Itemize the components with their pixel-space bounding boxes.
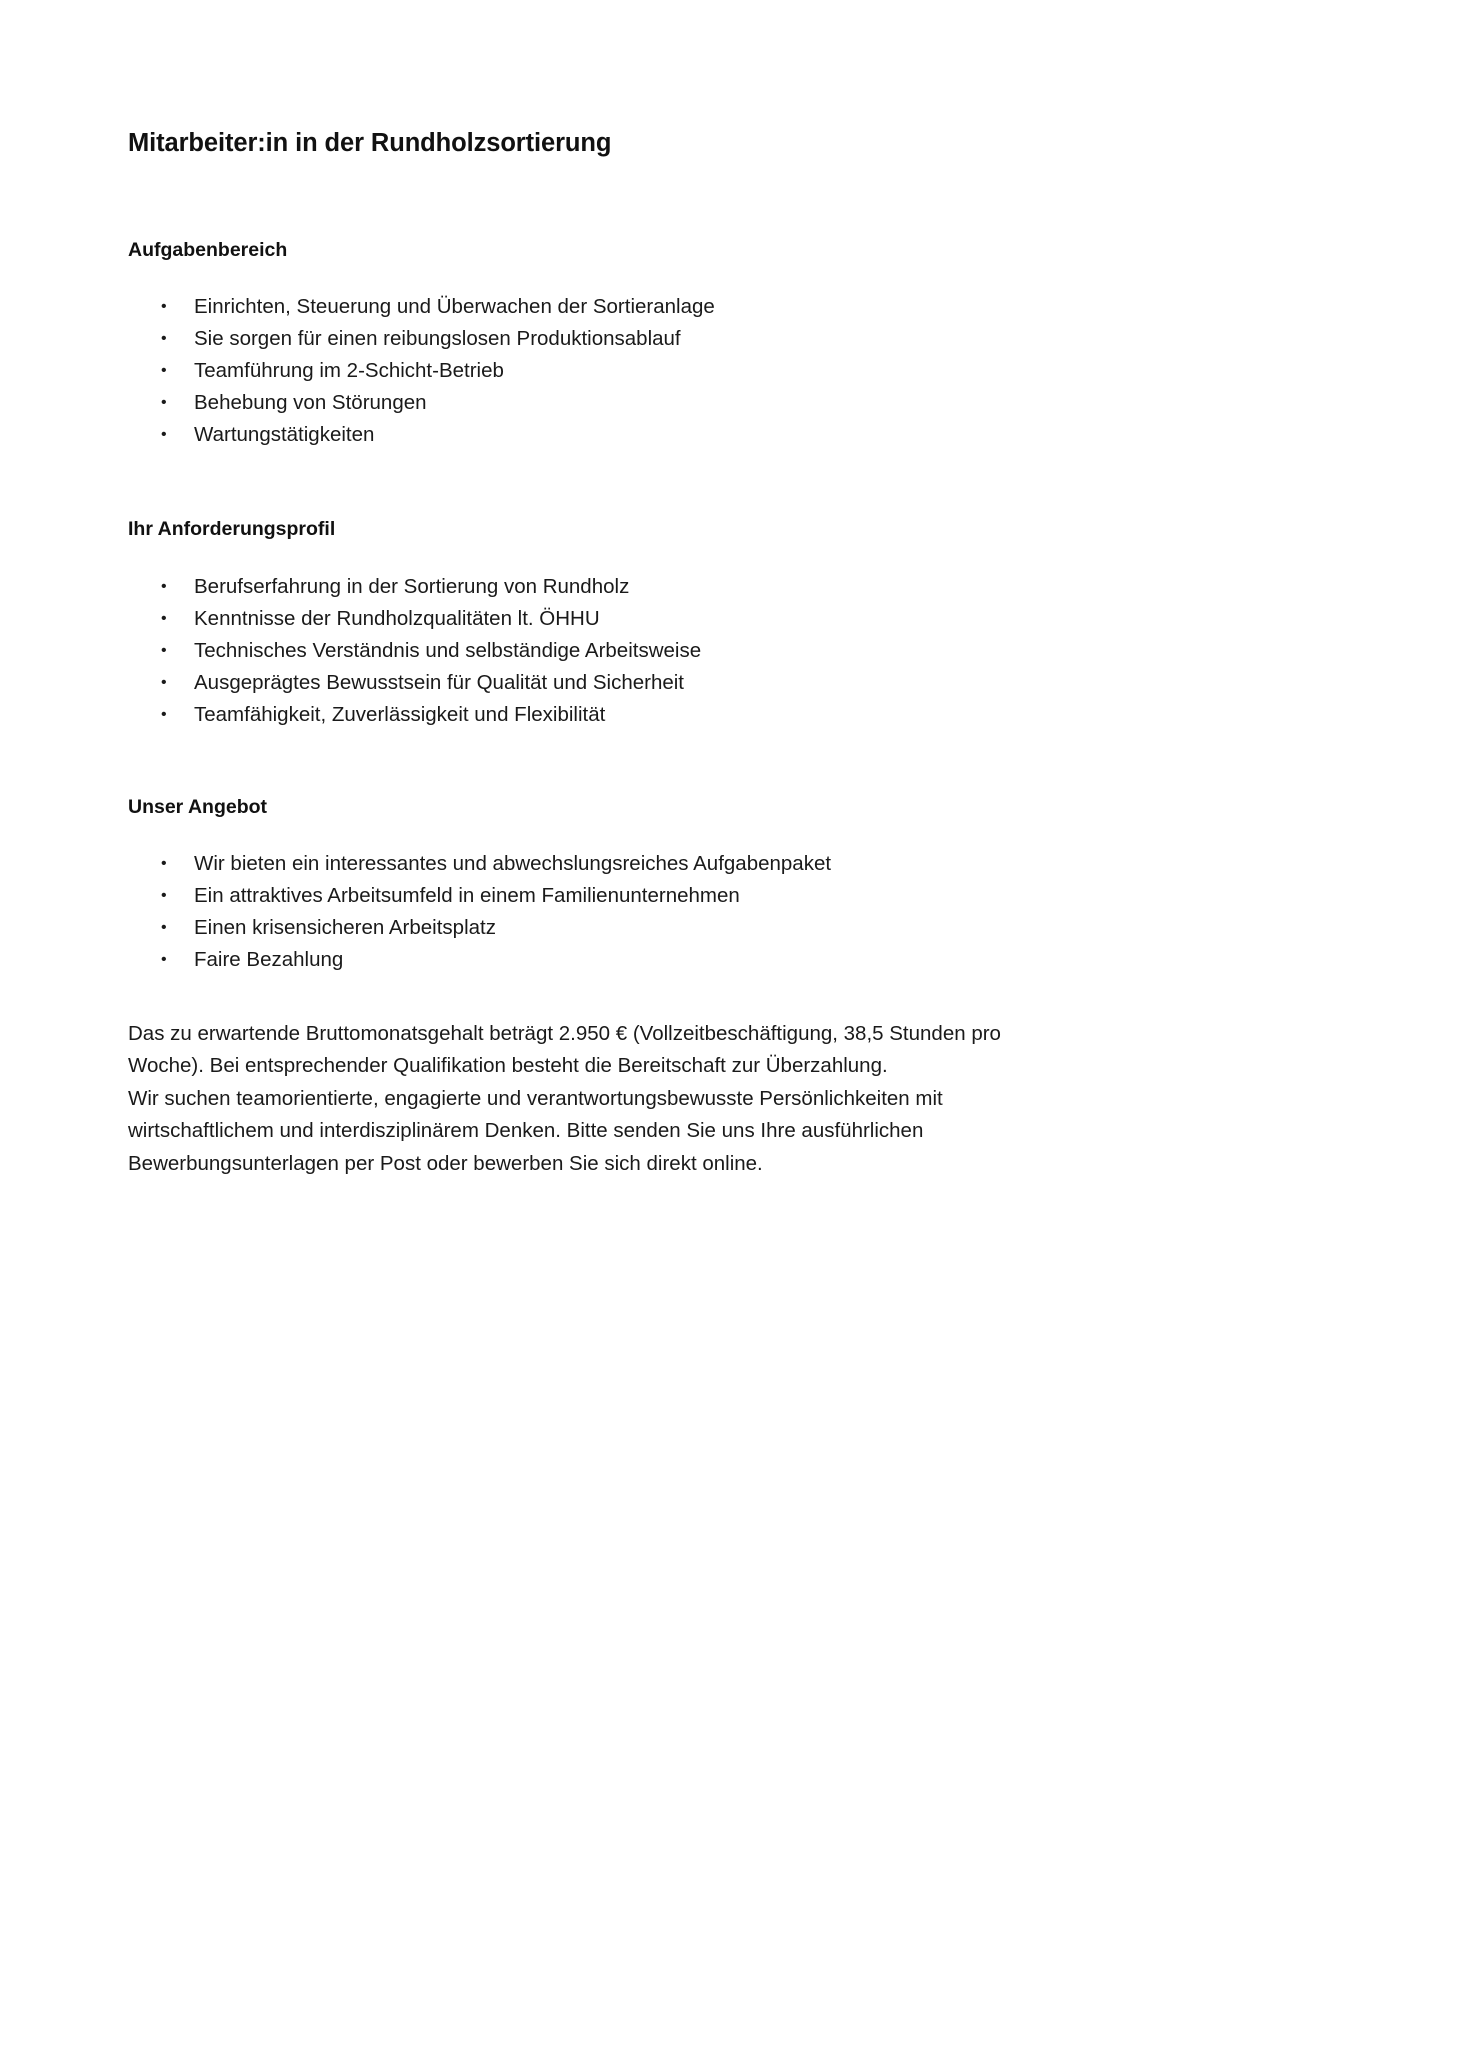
bullet-point-icon: •	[161, 918, 167, 936]
list-item-label: Einrichten, Steuerung und Überwachen der Sortieranlage	[194, 295, 715, 319]
document-body	[128, 128, 1278, 1180]
list-item-label: Technisches Verständnis und selbständige Arbeitsweise	[194, 638, 702, 662]
list-item-label: Sie sorgen für einen reibungslosen Produktionsablauf	[194, 327, 681, 351]
paragraph-line: wirtschaftlichem und interdisziplinärem Denken. Bitte senden Sie uns Ihre ausführlichen	[128, 1119, 924, 1143]
closing-paragraph	[128, 1018, 1278, 1181]
paragraph-line: Wir suchen teamorientierte, engagierte und verantwortungsbewusste Persönlichkeiten mit	[128, 1086, 943, 1110]
list-item-label: Berufserfahrung in der Sortierung von Rundholz	[194, 574, 630, 598]
list-item	[128, 323, 1278, 355]
list-item	[128, 355, 1278, 387]
spacer-before-paragraph	[128, 976, 1278, 1018]
list-item-label: Wartungstätigkeiten	[194, 423, 375, 447]
list-item-label: Wir bieten ein interessantes und abwechslungsreiches Aufgabenpaket	[194, 851, 832, 875]
bullet-point-icon: •	[161, 330, 167, 348]
list-item-label: Kenntnisse der Rundholzqualitäten lt. ÖHHU	[194, 606, 600, 630]
bullet-point-icon: •	[161, 609, 167, 627]
list-item	[128, 571, 1278, 603]
list-item-label: Behebung von Störungen	[194, 391, 427, 415]
bullet-point-icon: •	[161, 298, 167, 316]
bullet-list-unser-angebot	[128, 848, 1278, 976]
bullet-point-icon: •	[161, 854, 167, 872]
list-item	[128, 944, 1278, 976]
bullet-point-icon: •	[161, 950, 167, 968]
list-item-label: Faire Bezahlung	[194, 947, 344, 971]
paragraph-line: Bewerbungsunterlagen per Post oder bewerben Sie sich direkt online.	[128, 1151, 763, 1175]
bullet-point-icon: •	[161, 705, 167, 723]
list-item	[128, 603, 1278, 635]
list-item	[128, 635, 1278, 667]
list-item-label: Teamführung im 2-Schicht-Betrieb	[194, 359, 504, 383]
bullet-point-icon: •	[161, 886, 167, 904]
spacer-after-heading-1	[128, 263, 1278, 291]
section-unser-angebot	[128, 795, 1278, 976]
bullet-point-icon: •	[161, 362, 167, 380]
paragraph-line: Das zu erwartende Bruttomonatsgehalt beträgt 2.950 € (Vollzeitbeschäftigung, 38,5 Stunden pro	[128, 1021, 1001, 1045]
list-item-label: Ein attraktives Arbeitsumfeld in einem Familienunternehmen	[194, 883, 740, 907]
list-item	[128, 387, 1278, 419]
section-heading-aufgabenbereich: Aufgabenbereich	[128, 238, 288, 261]
list-item	[128, 848, 1278, 880]
list-item	[128, 419, 1278, 451]
bullet-point-icon: •	[161, 394, 167, 412]
bullet-point-icon: •	[161, 641, 167, 659]
spacer-after-list-1	[128, 451, 1278, 517]
paragraph-line: Woche). Bei entsprechender Qualifikation besteht die Bereitschaft zur Überzahlung.	[128, 1054, 888, 1078]
bullet-list-aufgabenbereich	[128, 291, 1278, 451]
bullet-list-anforderungsprofil	[128, 571, 1278, 731]
section-aufgabenbereich	[128, 238, 1278, 451]
section-heading-anforderungsprofil: Ihr Anforderungsprofil	[128, 518, 336, 541]
bullet-point-icon: •	[161, 426, 167, 444]
spacer-after-heading-3	[128, 820, 1278, 848]
list-item	[128, 291, 1278, 323]
list-item	[128, 699, 1278, 731]
page-title: Mitarbeiter:in in der Rundholzsortierung	[128, 129, 612, 157]
list-item	[128, 667, 1278, 699]
spacer-after-list-2	[128, 731, 1278, 795]
spacer-after-title	[128, 160, 1278, 238]
bullet-point-icon: •	[161, 673, 167, 691]
list-item-label: Ausgeprägtes Bewusstsein für Qualität und Sicherheit	[194, 670, 684, 694]
list-item-label: Teamfähigkeit, Zuverlässigkeit und Flexibilität	[194, 702, 606, 726]
list-item	[128, 912, 1278, 944]
bullet-point-icon: •	[161, 577, 167, 595]
spacer-after-heading-2	[128, 543, 1278, 571]
list-item	[128, 880, 1278, 912]
section-anforderungsprofil	[128, 517, 1278, 730]
section-heading-unser-angebot: Unser Angebot	[128, 795, 268, 818]
list-item-label: Einen krisensicheren Arbeitsplatz	[194, 915, 496, 939]
